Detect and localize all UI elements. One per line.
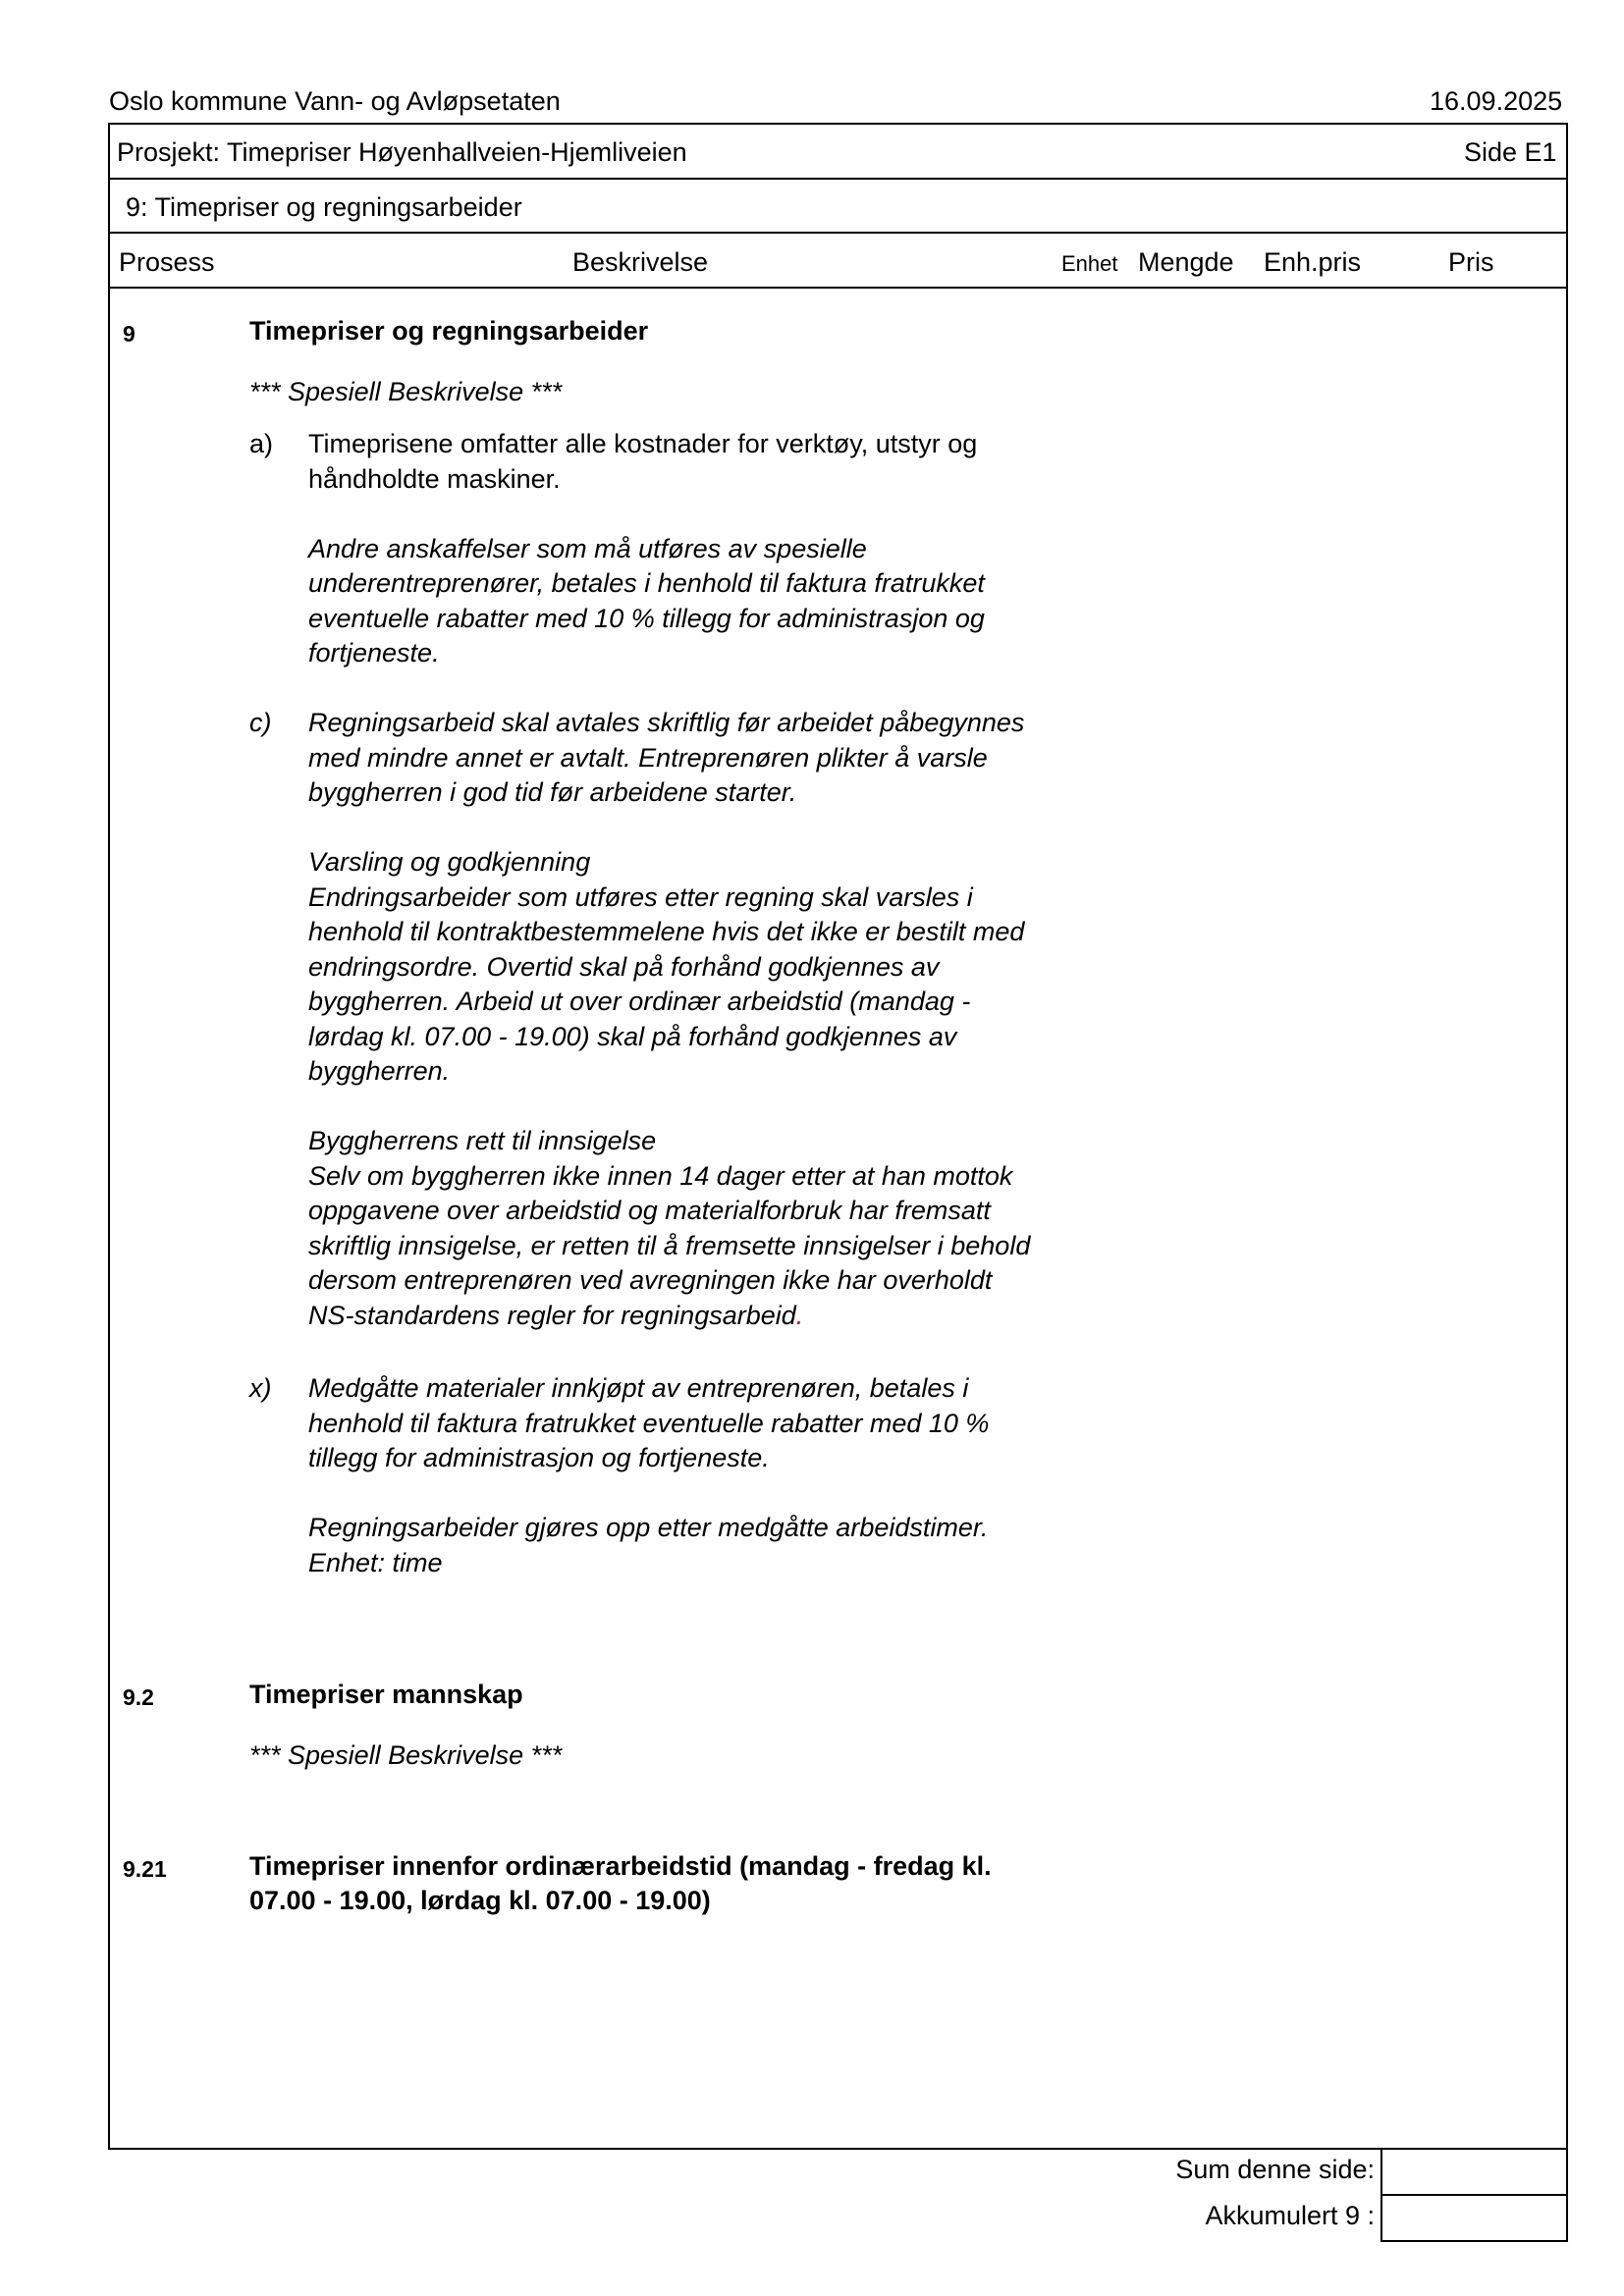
paragraph: Medgåtte materialer innkjøpt av entreprenøren, betales i henhold til faktura fratrukket eventuelle rabatter med 10 % tillegg for administrasjon og fortjeneste. [308, 1373, 990, 1472]
paragraph-end-mark: . [795, 1300, 804, 1330]
subheading: Byggherrens rett til innsigelse [308, 1126, 657, 1155]
section-code: 9.21 [123, 1856, 167, 1882]
divider-chapter [108, 232, 1568, 234]
page-number: Side E1 [1464, 137, 1557, 167]
accumulated-label: Akkumulert 9 : [1205, 2201, 1375, 2230]
list-label: c) [249, 708, 272, 737]
paragraph: Endringsarbeider som utføres etter regning skal varsles i henhold til kontraktbestemmelene hvis det ikke er bestilt med endringsordre. Overtid skal på forhånd godkjennes av byggherren. Arbeid ut over ordinær arbeidstid (mandag - lørdag kl. 07.00 - 19.00) skal på forhånd godkjennes av byggherren. [308, 881, 1025, 1086]
list-label: a) [249, 429, 274, 458]
special-description-heading: *** Spesiell Beskrivelse *** [249, 377, 563, 406]
column-beskrivelse: Beskrivelse [572, 247, 709, 277]
list-label: x) [249, 1373, 272, 1403]
paragraph: Selv om byggherren ikke innen 14 dager etter at han mottok oppgavene over arbeidstid og materialforbruk har fremsatt skriftlig innsigelse, er retten til å fremsette innsigelser i behold dersom entreprenøren ved avregningen ikke har overholdt NS-standardens regler for regningsarbeid [308, 1160, 1031, 1330]
paragraph: Andre anskaffelser som må utføres av spesielle underentreprenører, betales i henhold til faktura fratrukket eventuelle rabatter med 10 % tillegg for administrasjon og fortjeneste. [308, 533, 985, 667]
column-prosess: Prosess [119, 247, 215, 277]
chapter-title: 9: Timepriser og regningsarbeider [126, 192, 522, 222]
sum-page-value-box [1380, 2148, 1568, 2196]
section-title-line2: 07.00 - 19.00, lørdag kl. 07.00 - 19.00) [249, 1886, 711, 1915]
organization-name: Oslo kommune Vann- og Avløpsetaten [109, 86, 561, 116]
paragraph: Enhet: time [308, 1547, 443, 1577]
subheading: Varsling og godkjenning [308, 847, 591, 877]
column-enhet: Enhet [1061, 251, 1118, 276]
accumulated-value-box [1380, 2194, 1568, 2242]
divider-project [108, 178, 1568, 180]
paragraph: Regningsarbeid skal avtales skriftlig før arbeidet påbegynnes med mindre annet er avtalt. Entreprenøren plikter å varsle byggherren i god tid før arbeidene starter. [308, 708, 1025, 807]
section-code: 9 [123, 321, 135, 347]
paragraph: Timeprisene omfatter alle kostnader for verktøy, utstyr og håndholdte maskiner. [308, 429, 978, 494]
special-description-heading: *** Spesiell Beskrivelse *** [249, 1740, 563, 1770]
column-mengde: Mengde [1138, 247, 1234, 277]
section-title-line1: Timepriser innenfor ordinærarbeidstid (mandag - fredag kl. [249, 1851, 992, 1881]
column-enh-pris: Enh.pris [1264, 247, 1362, 277]
section-title: Timepriser og regningsarbeider [249, 316, 649, 346]
section-code: 9.2 [123, 1684, 154, 1710]
column-pris: Pris [1448, 247, 1494, 277]
document-date: 16.09.2025 [1430, 86, 1563, 116]
paragraph: Regningsarbeider gjøres opp etter medgåtte arbeidstimer. [308, 1513, 989, 1542]
divider-columns [108, 287, 1568, 289]
section-title: Timepriser mannskap [249, 1680, 523, 1709]
sum-page-label: Sum denne side: [1175, 2155, 1375, 2184]
project-title: Prosjekt: Timepriser Høyenhallveien-Hjemliveien [117, 137, 687, 167]
